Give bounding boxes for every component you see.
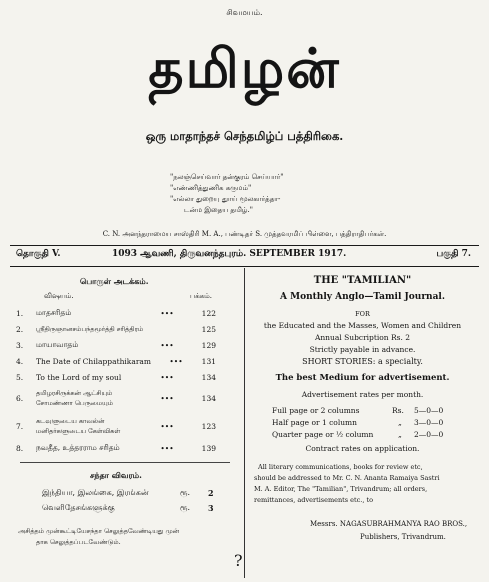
- row-leader: •••: [160, 372, 174, 382]
- subscription-row: [42, 488, 232, 500]
- subscription-amount: 2: [208, 488, 214, 498]
- contents-row: [16, 339, 216, 351]
- tamilian-audience: the Educated and the Masses, Women and Children: [263, 321, 462, 330]
- tamilian-strictly: Strictly payable in advance.: [309, 345, 416, 354]
- invocation: சிவமயம்.: [226, 8, 263, 17]
- subscription-region: வெளிதேசங்களுக்கு: [42, 503, 115, 512]
- journal-subtitle: ஒரு மாதாந்தச் செந்தமிழ்ப் பத்திரிகை.: [145, 129, 344, 143]
- row-number: 8.: [16, 443, 24, 453]
- tamilian-medium: The best Medium for advertisement.: [275, 373, 450, 383]
- column-divider: [244, 268, 245, 578]
- row-page: 131: [201, 356, 216, 366]
- row-title: மாதசரிதம்: [36, 308, 72, 317]
- epigraph-line: "எண்ணித்துணிக கருமம்": [170, 184, 252, 192]
- row-page: 139: [201, 443, 216, 453]
- row-number: 5.: [16, 372, 24, 382]
- row-number: 2.: [16, 324, 24, 334]
- row-leader: •••: [160, 340, 174, 350]
- row-number: 1.: [16, 308, 24, 318]
- contents-row: [16, 307, 216, 319]
- rate-currency: Rs.: [392, 406, 404, 415]
- row-title: To the Lord of my soul: [36, 372, 122, 382]
- contents-col-subject: விஷயம்.: [44, 292, 74, 300]
- page-mark: ?: [234, 551, 243, 570]
- rate-currency: „: [398, 418, 402, 427]
- rate-label: Full page or 2 columns: [272, 406, 360, 415]
- row-leader: •••: [160, 308, 174, 318]
- rate-label: Quarter page or ½ column: [272, 430, 374, 439]
- communications-line: M. A. Editor, The "Tamilian", Trivandrum; all orders,: [254, 485, 428, 493]
- row-title: [36, 388, 148, 408]
- subscription-currency: ரூ.: [180, 503, 191, 512]
- epigraph-line: "நலஞ்செய்வார் தன்குரம் செய்யார்": [170, 173, 284, 181]
- row-leader: •••: [160, 421, 174, 431]
- subscription-region: இந்தியா, இலங்கை, இரங்கன்: [42, 488, 149, 497]
- row-title: [36, 416, 148, 436]
- rates-heading: Advertisement rates per month.: [301, 390, 424, 399]
- row-page: 134: [201, 393, 216, 403]
- row-page: 125: [201, 324, 216, 334]
- rate-label: Half page or 1 column: [272, 418, 357, 427]
- contents-row: [16, 414, 216, 438]
- masthead-title: தமிழன்: [148, 36, 341, 100]
- contents-row: [16, 442, 216, 454]
- epigraph-line: டன்ம இதைய தமிழ்.": [184, 206, 253, 214]
- publisher-place: Publishers, Trivandrum.: [360, 533, 446, 541]
- rate-currency: „: [398, 430, 402, 439]
- row-number: 3.: [16, 340, 24, 350]
- row-title-line: கடவுளுடைய காவல்ன்: [36, 417, 105, 425]
- communications-line: should be addressed to Mr. C. N. Ananta Ramaiya Sastri: [254, 474, 440, 482]
- rate-value: 3—0—0: [414, 418, 444, 427]
- row-leader: •••: [160, 393, 174, 403]
- part-label: பகுதி 7.: [436, 249, 471, 259]
- subscription-heading: சந்தா விவரம்.: [90, 470, 142, 480]
- row-leader: •••: [160, 443, 174, 453]
- row-page: 134: [201, 372, 216, 382]
- row-title-line: சோமண்ணா பெருமையும்: [36, 399, 113, 407]
- subscription-row: [42, 503, 232, 515]
- volume-bar: [10, 249, 479, 263]
- subscription-amount: 3: [208, 503, 214, 513]
- communications-line: All literary communications, books for review etc,: [258, 463, 423, 471]
- contents-row: [16, 355, 216, 367]
- rate-value: 5—0—0: [414, 406, 444, 415]
- row-title-line: தமிழரசிருக்கன் ஆட்சியும்: [36, 389, 113, 397]
- tamilian-annual: Annual Subcription Rs. 2: [314, 333, 411, 342]
- communications-line: remittances, advertisements etc., to: [254, 496, 374, 504]
- subscription-note-line: தாக செலுத்தப்படவேண்டும்.: [36, 538, 121, 546]
- row-title: மாயாவாதம்: [36, 340, 79, 349]
- row-number: 7.: [16, 421, 24, 431]
- contents-row: [16, 323, 216, 335]
- contract-rates: Contract rates on application.: [305, 444, 420, 453]
- epigraph: [170, 172, 283, 216]
- row-page: 123: [201, 421, 216, 431]
- publisher-name: Messrs. NAGASUBRAHMANYA RAO BROS.,: [310, 520, 468, 528]
- contents-heading: பொருள் அடக்கம்.: [80, 276, 149, 286]
- contents-row: [16, 386, 216, 410]
- volume-label: தொகுதி V.: [16, 249, 61, 259]
- epigraph-line: "எல்லா துறையு துாய் மூலகார்த்தா-: [170, 195, 281, 203]
- row-title: நவதீத, உத்தரராம சரிதம்: [36, 443, 120, 452]
- rate-value: 2—0—0: [414, 430, 444, 439]
- issue-date: 1093 ஆவணி, திருவனந்தபுரம். SEPTEMBER 1917.: [112, 249, 347, 259]
- row-page: 122: [201, 308, 216, 318]
- subscription-currency: ரூ.: [180, 488, 191, 497]
- tamilian-title: THE "TAMILIAN": [313, 275, 412, 286]
- row-title-line: மனிதர்களுடைய கேள்விகள்: [36, 427, 121, 435]
- editors-line: C. N. அனந்தராமைய சாஸ்திரி M. A., பண்டிதர் S. முத்தவரமிப் பிள்ளை, பத்திராதிபர்கள்.: [102, 230, 387, 238]
- top-rule: [10, 245, 479, 246]
- subscription-note: [18, 526, 179, 548]
- contents-row: [16, 371, 216, 383]
- contents-col-page: பக்கம்.: [190, 292, 213, 300]
- tamilian-stories: SHORT STORIES: a specialty.: [302, 357, 423, 366]
- bottom-rule: [10, 266, 479, 267]
- row-leader: •••: [169, 356, 183, 366]
- row-page: 129: [201, 340, 216, 350]
- communications-note: [254, 462, 479, 506]
- tamilian-subtitle: A Monthly Anglo—Tamil Journal.: [280, 292, 445, 302]
- row-number: 4.: [16, 356, 24, 366]
- row-title: ஸ்ரீதிருஞானசம்பந்தமூர்த்தி சரித்திரம்: [36, 324, 144, 333]
- tamilian-for: FOR: [355, 310, 370, 318]
- subscription-note-line: அசித்தம் முன்கூட்டியேசந்தா செலுத்தவேண்டியது முன்: [18, 527, 180, 535]
- row-title: The Date of Chilappathikaram: [36, 356, 151, 366]
- row-number: 6.: [16, 393, 24, 403]
- contents-divider: [20, 462, 230, 463]
